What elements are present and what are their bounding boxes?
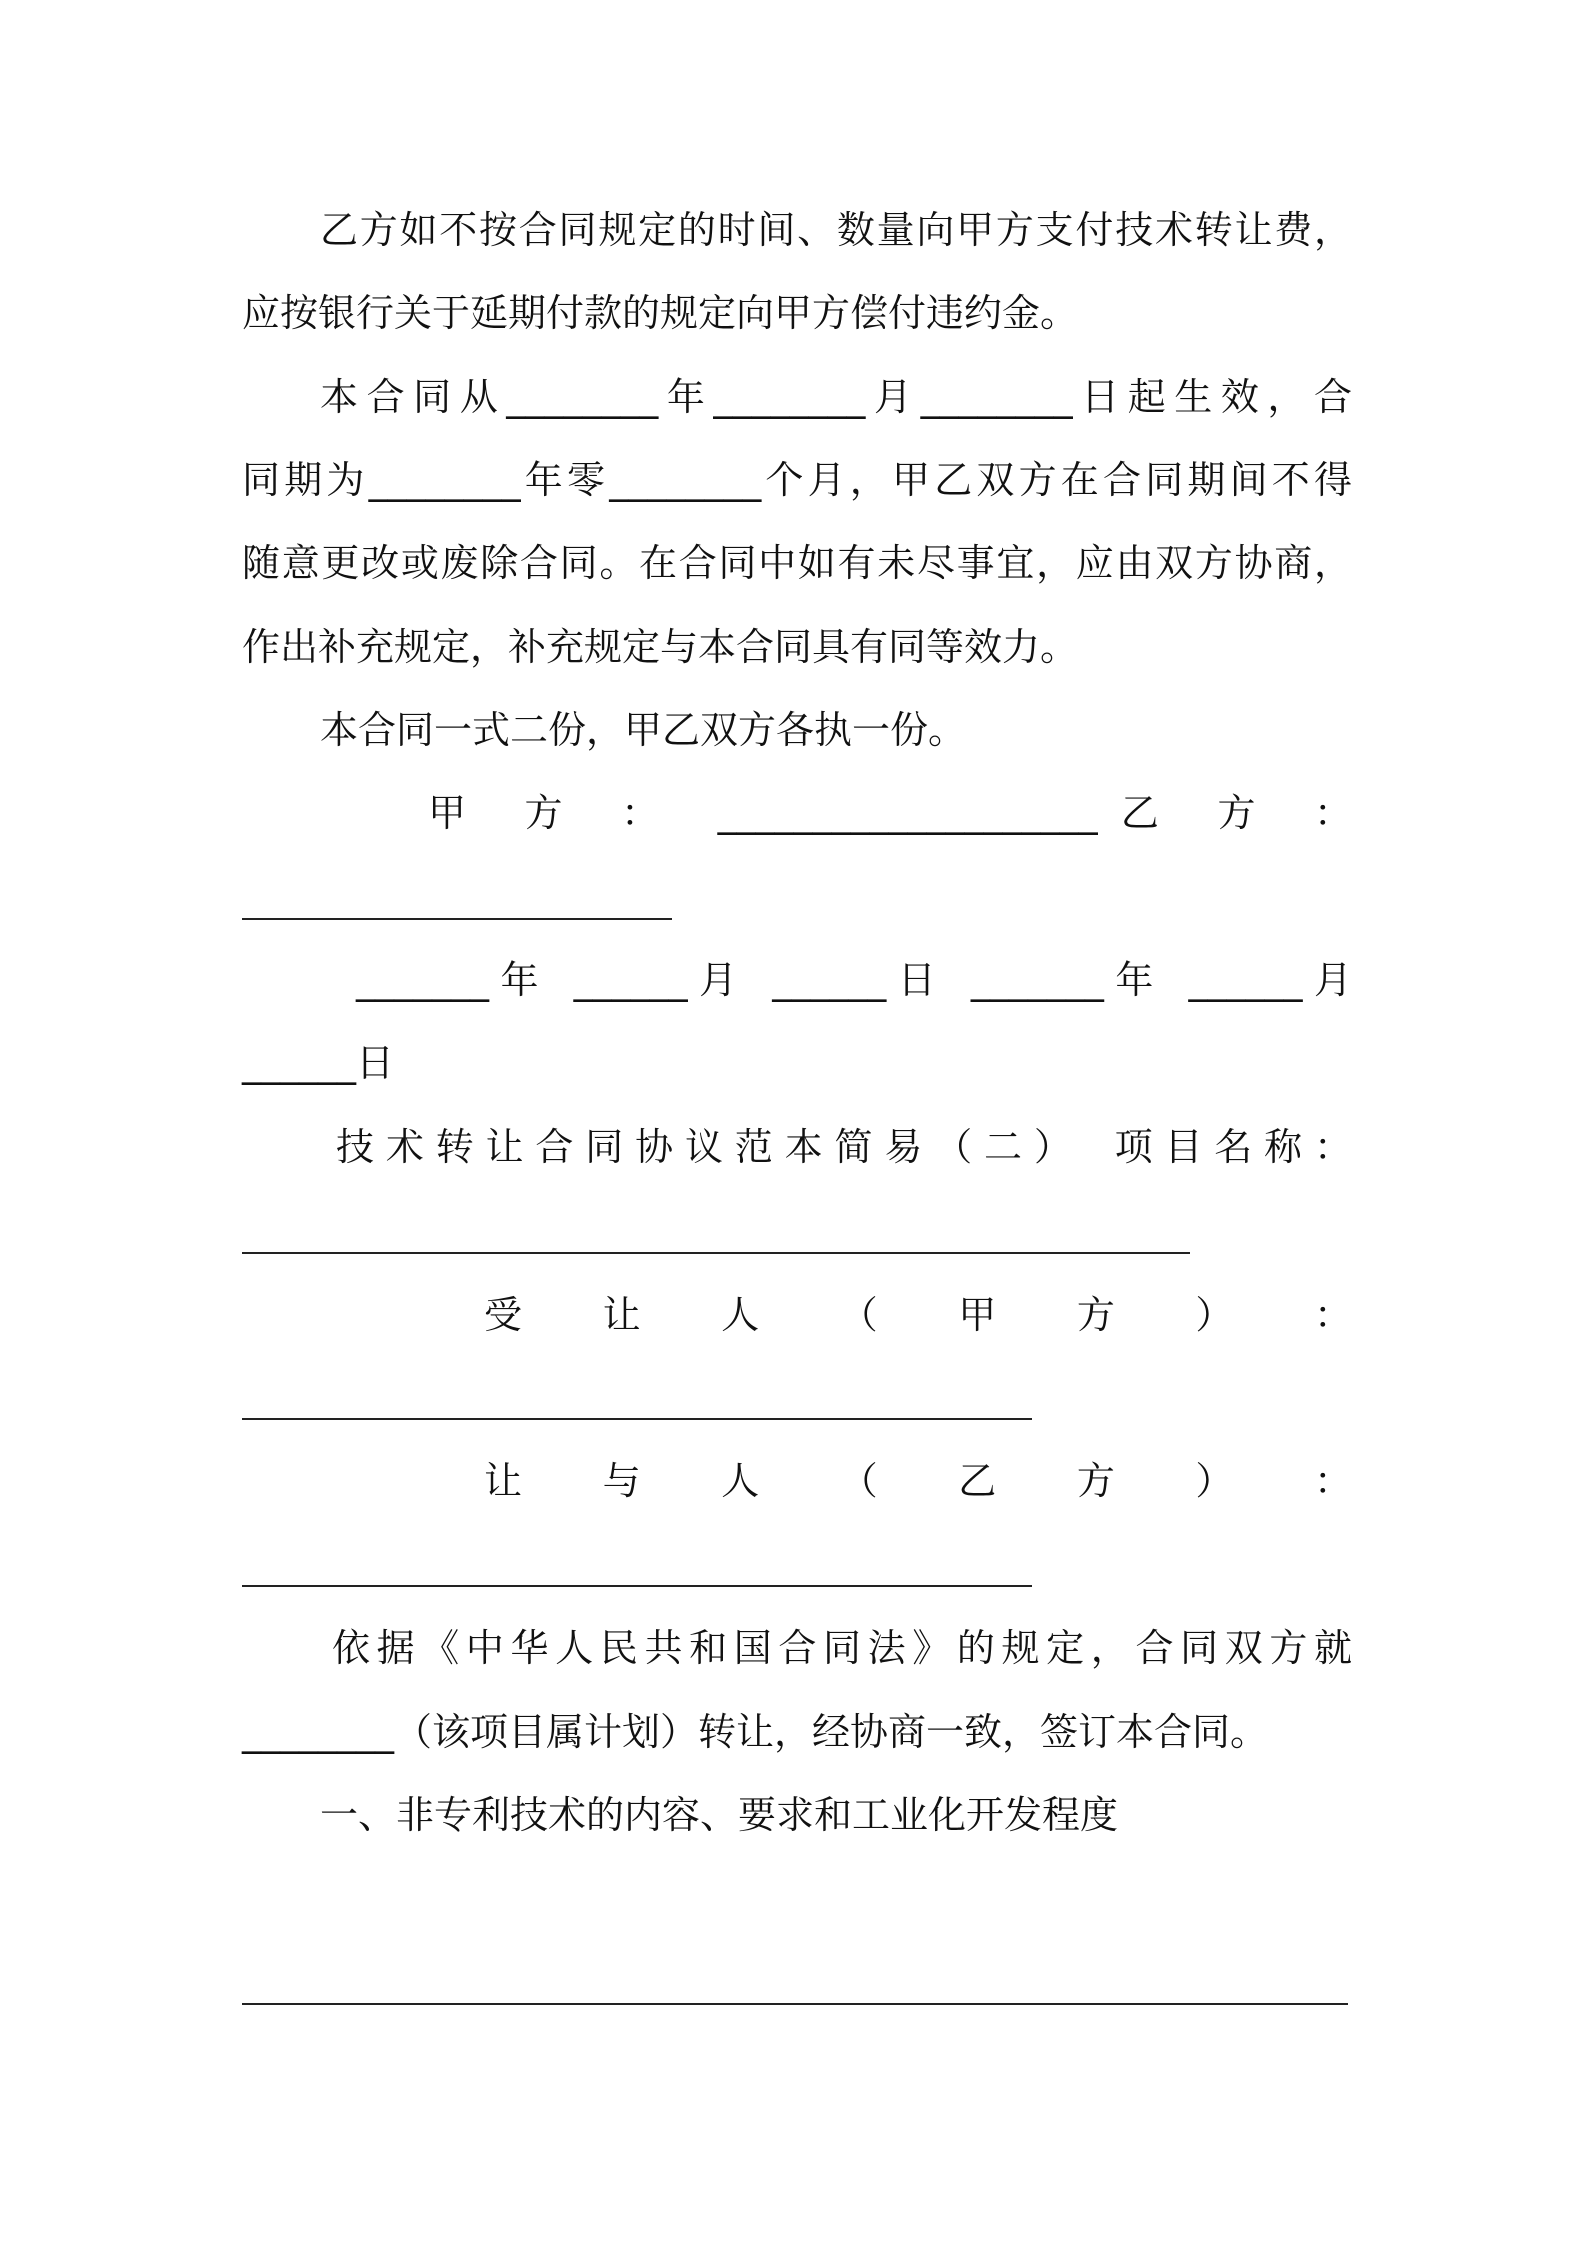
paragraph-line: 随意更改或废除合同。在合同中如有未尽事宜，应由双方协商，: [242, 541, 1352, 585]
paragraph-line: 乙方如不按合同规定的时间、数量向甲方支付技术转让费，: [320, 208, 1352, 252]
paragraph-line: 本合同一式二份，甲乙双方各执一份。: [320, 708, 967, 752]
signature-date-line: _______年 ______月 ______日 _______年 ______月: [356, 958, 1352, 1002]
paragraph-line: 本合同从________年________月________日起生效，合: [320, 375, 1352, 419]
section-title: 技术转让合同协议范本简易（二） 项目名称：: [336, 1125, 1352, 1169]
transferor-label: 让 与 人 （ 乙 方 ） ：: [484, 1459, 1352, 1503]
party-a-signature-line: 甲 方 ： ____________________乙 方 ：: [428, 791, 1352, 835]
transferor-blank: [242, 1585, 1032, 1587]
paragraph-line: 同期为________年零________个月，甲乙双方在合同期间不得: [242, 458, 1352, 502]
project-name-blank: [242, 1252, 1190, 1254]
paragraph-line: 作出补充规定，补充规定与本合同具有同等效力。: [242, 625, 1079, 669]
transferee-blank: [242, 1418, 1032, 1420]
signature-date-line: ______日: [242, 1041, 395, 1085]
signature-blank: [242, 918, 672, 920]
paragraph-line: ________（该项目属计划）转让，经协商一致，签订本合同。: [242, 1710, 1269, 1754]
clause-content-blank: [242, 2003, 1348, 2005]
paragraph-line: 应按银行关于延期付款的规定向甲方偿付违约金。: [242, 291, 1079, 335]
clause-heading: 一、非专利技术的内容、要求和工业化开发程度: [320, 1793, 1119, 1837]
transferee-label: 受 让 人 （ 甲 方 ） ：: [484, 1293, 1352, 1337]
paragraph-line: 依据《中华人民共和国合同法》的规定，合同双方就: [332, 1626, 1352, 1670]
